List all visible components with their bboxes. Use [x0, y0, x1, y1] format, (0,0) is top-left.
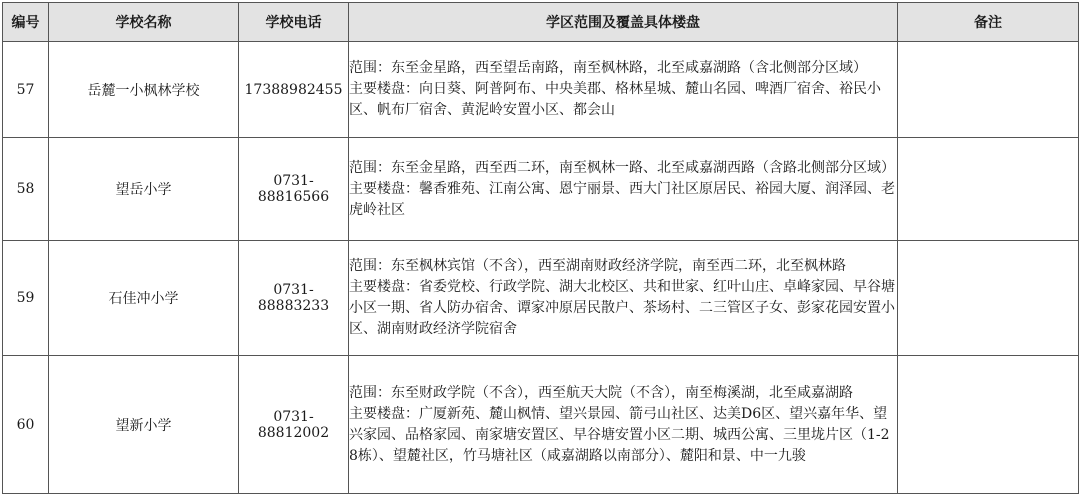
scope-range: 范围：东至枫林宾馆（不含），西至湖南财政经济学院，南至西二环，北至枫林路 [349, 258, 846, 274]
row-phone: 17388982455 [239, 42, 349, 138]
row-number: 58 [3, 138, 49, 241]
row-note [898, 42, 1079, 138]
header-school-name: 学校名称 [49, 3, 239, 42]
row-number: 60 [3, 356, 49, 494]
row-note [898, 138, 1079, 241]
scope-estates: 主要楼盘：广厦新苑、麓山枫情、望兴景园、箭弓山社区、达美D6区、望兴嘉年华、望兴家园、品格家园、南家塘安置区、早谷塘安置小区二期、城西公寓、三里垅片区（1-28栋）、望麓社区，竹马塘社区（咸嘉湖路以南部分）、麓阳和景、中一九骏 [349, 405, 890, 464]
table-row [3, 138, 1079, 241]
header-scope: 学区范围及覆盖具体楼盘 [349, 3, 898, 42]
row-number: 57 [3, 42, 49, 138]
scope-estates: 主要楼盘：馨香雅苑、江南公寓、恩宁丽景、西大门社区原居民、裕园大厦、润泽园、老虎岭社区 [349, 180, 895, 218]
header-row [3, 3, 1079, 42]
row-phone: 0731-88816566 [239, 138, 349, 241]
table-row [3, 356, 1079, 494]
row-phone: 0731-88883233 [239, 241, 349, 356]
scope-range: 范围：东至金星路，西至西二环，南至枫林一路、北至咸嘉湖西路（含路北侧部分区域） [349, 159, 895, 176]
row-school-name: 石佳冲小学 [49, 241, 239, 356]
scope-range: 范围：东至财政学院（不含），西至航天大院（不含），南至梅溪湖，北至咸嘉湖路 [349, 384, 853, 401]
scope-estates: 主要楼盘：省委党校、行政学院、湖大北校区、共和世家、红叶山庄、卓峰家园、早谷塘小区一期、省人防办宿舍、谭家冲原居民散户、茶场村、二三管区子女、彭家花园安置小区、湖南财政经济学院宿舍 [349, 279, 895, 337]
scope-range: 范围：东至金星路，西至望岳南路，南至枫林路，北至咸嘉湖路（含北侧部分区域） [349, 60, 867, 76]
row-phone: 0731-88812002 [239, 356, 349, 494]
header-phone: 学校电话 [239, 3, 349, 42]
table-row [3, 241, 1079, 356]
row-school-name: 望新小学 [49, 356, 239, 494]
row-scope [349, 356, 898, 494]
scope-estates: 主要楼盘：向日葵、阿普阿布、中央美郡、格林星城、麓山名园、啤酒厂宿舍、裕民小区、帆布厂宿舍、黄泥岭安置小区、都会山 [349, 81, 881, 118]
row-note [898, 241, 1079, 356]
header-number: 编号 [3, 3, 49, 42]
row-scope [349, 138, 898, 241]
row-scope [349, 241, 898, 356]
row-school-name: 岳麓一小枫林学校 [49, 42, 239, 138]
school-district-table [2, 2, 1079, 494]
row-note [898, 356, 1079, 494]
row-school-name: 望岳小学 [49, 138, 239, 241]
row-number: 59 [3, 241, 49, 356]
row-scope [349, 42, 898, 138]
table-row [3, 42, 1079, 138]
header-note: 备注 [898, 3, 1079, 42]
